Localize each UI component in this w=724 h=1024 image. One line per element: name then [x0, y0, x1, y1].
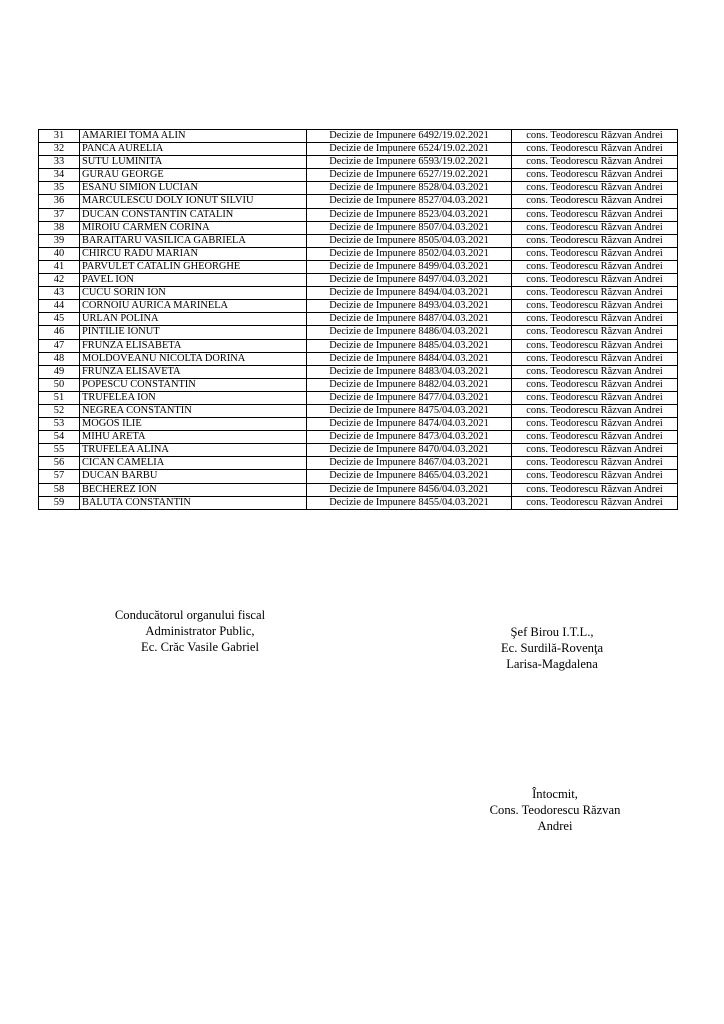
row-number-cell: 54 — [39, 431, 80, 444]
decision-cell: Decizie de Impunere 8475/04.03.2021 — [307, 404, 512, 417]
row-number-cell: 43 — [39, 287, 80, 300]
taxpayer-name-cell: TRUFELEA ALINA — [80, 444, 307, 457]
row-number-cell: 35 — [39, 182, 80, 195]
row-number-cell: 57 — [39, 470, 80, 483]
taxpayer-name-cell: ESANU SIMION LUCIAN — [80, 182, 307, 195]
responsible-cell: cons. Teodorescu Răzvan Andrei — [512, 483, 678, 496]
taxpayer-name-cell: CHIRCU RADU MARIAN — [80, 247, 307, 260]
decision-cell: Decizie de Impunere 8486/04.03.2021 — [307, 326, 512, 339]
table-row — [39, 431, 678, 444]
responsible-cell: cons. Teodorescu Răzvan Andrei — [512, 130, 678, 143]
decision-cell: Decizie de Impunere 8465/04.03.2021 — [307, 470, 512, 483]
taxpayer-name-cell: BECHEREZ ION — [80, 483, 307, 496]
responsible-cell: cons. Teodorescu Răzvan Andrei — [512, 156, 678, 169]
responsible-cell: cons. Teodorescu Răzvan Andrei — [512, 300, 678, 313]
signature-person-continued: Andrei — [537, 819, 573, 833]
decision-cell: Decizie de Impunere 8473/04.03.2021 — [307, 431, 512, 444]
decision-cell: Decizie de Impunere 8484/04.03.2021 — [307, 352, 512, 365]
decision-cell: Decizie de Impunere 6524/19.02.2021 — [307, 143, 512, 156]
taxpayer-name-cell: MIHU ARETA — [80, 431, 307, 444]
table-row — [39, 365, 678, 378]
responsible-cell: cons. Teodorescu Răzvan Andrei — [512, 247, 678, 260]
signature-person: Ec. Surdilă-Rovenţa — [500, 641, 604, 655]
decision-cell: Decizie de Impunere 8502/04.03.2021 — [307, 247, 512, 260]
decision-cell: Decizie de Impunere 8493/04.03.2021 — [307, 300, 512, 313]
signature-title: Întocmit, — [532, 787, 578, 801]
taxpayer-name-cell: FRUNZA ELISABETA — [80, 339, 307, 352]
decision-cell: Decizie de Impunere 8494/04.03.2021 — [307, 287, 512, 300]
table-row — [39, 313, 678, 326]
signature-block-prepared-by — [440, 786, 670, 834]
decision-cell: Decizie de Impunere 8528/04.03.2021 — [307, 182, 512, 195]
responsible-cell: cons. Teodorescu Răzvan Andrei — [512, 496, 678, 509]
responsible-cell: cons. Teodorescu Răzvan Andrei — [512, 378, 678, 391]
responsible-cell: cons. Teodorescu Răzvan Andrei — [512, 195, 678, 208]
row-number-cell: 50 — [39, 378, 80, 391]
row-number-cell: 46 — [39, 326, 80, 339]
responsible-cell: cons. Teodorescu Răzvan Andrei — [512, 326, 678, 339]
records-table-body — [39, 130, 678, 510]
row-number-cell: 56 — [39, 457, 80, 470]
responsible-cell: cons. Teodorescu Răzvan Andrei — [512, 404, 678, 417]
table-row — [39, 444, 678, 457]
taxpayer-name-cell: MIROIU CARMEN CORINA — [80, 221, 307, 234]
taxpayer-name-cell: PINTILIE IONUT — [80, 326, 307, 339]
table-row — [39, 391, 678, 404]
row-number-cell: 36 — [39, 195, 80, 208]
row-number-cell: 31 — [39, 130, 80, 143]
row-number-cell: 44 — [39, 300, 80, 313]
taxpayer-name-cell: PANCA AURELIA — [80, 143, 307, 156]
decision-cell: Decizie de Impunere 8487/04.03.2021 — [307, 313, 512, 326]
responsible-cell: cons. Teodorescu Răzvan Andrei — [512, 365, 678, 378]
row-number-cell: 55 — [39, 444, 80, 457]
responsible-cell: cons. Teodorescu Răzvan Andrei — [512, 352, 678, 365]
taxpayer-name-cell: MOGOS ILIE — [80, 418, 307, 431]
responsible-cell: cons. Teodorescu Răzvan Andrei — [512, 444, 678, 457]
row-number-cell: 38 — [39, 221, 80, 234]
table-row — [39, 182, 678, 195]
row-number-cell: 48 — [39, 352, 80, 365]
decision-cell: Decizie de Impunere 8497/04.03.2021 — [307, 274, 512, 287]
taxpayer-name-cell: URLAN POLINA — [80, 313, 307, 326]
decision-cell: Decizie de Impunere 8507/04.03.2021 — [307, 221, 512, 234]
signature-role: Administrator Public, — [145, 624, 255, 638]
row-number-cell: 33 — [39, 156, 80, 169]
table-row — [39, 457, 678, 470]
row-number-cell: 42 — [39, 274, 80, 287]
responsible-cell: cons. Teodorescu Răzvan Andrei — [512, 391, 678, 404]
table-row — [39, 143, 678, 156]
table-row — [39, 418, 678, 431]
taxpayer-name-cell: BALUTA CONSTANTIN — [80, 496, 307, 509]
table-row — [39, 130, 678, 143]
row-number-cell: 58 — [39, 483, 80, 496]
taxpayer-name-cell: CORNOIU AURICA MARINELA — [80, 300, 307, 313]
signature-title: Şef Birou I.T.L., — [510, 625, 594, 639]
table-row — [39, 326, 678, 339]
taxpayer-name-cell: CICAN CAMELIA — [80, 457, 307, 470]
table-row — [39, 300, 678, 313]
table-row — [39, 221, 678, 234]
taxpayer-name-cell: AMARIEI TOMA ALIN — [80, 130, 307, 143]
taxpayer-name-cell: POPESCU CONSTANTIN — [80, 378, 307, 391]
decision-cell: Decizie de Impunere 8470/04.03.2021 — [307, 444, 512, 457]
row-number-cell: 39 — [39, 234, 80, 247]
taxpayer-name-cell: MOLDOVEANU NICOLTA DORINA — [80, 352, 307, 365]
responsible-cell: cons. Teodorescu Răzvan Andrei — [512, 260, 678, 273]
taxpayer-name-cell: MARCULESCU DOLY IONUT SILVIU — [80, 195, 307, 208]
table-row — [39, 247, 678, 260]
taxpayer-name-cell: FRUNZA ELISAVETA — [80, 365, 307, 378]
row-number-cell: 51 — [39, 391, 80, 404]
decision-cell: Decizie de Impunere 8485/04.03.2021 — [307, 339, 512, 352]
responsible-cell: cons. Teodorescu Răzvan Andrei — [512, 470, 678, 483]
row-number-cell: 45 — [39, 313, 80, 326]
responsible-cell: cons. Teodorescu Răzvan Andrei — [512, 274, 678, 287]
table-row — [39, 483, 678, 496]
row-number-cell: 47 — [39, 339, 80, 352]
table-row — [39, 496, 678, 509]
table-row — [39, 352, 678, 365]
decision-cell: Decizie de Impunere 6593/19.02.2021 — [307, 156, 512, 169]
table-row — [39, 195, 678, 208]
responsible-cell: cons. Teodorescu Răzvan Andrei — [512, 431, 678, 444]
decision-cell: Decizie de Impunere 8482/04.03.2021 — [307, 378, 512, 391]
row-number-cell: 32 — [39, 143, 80, 156]
taxpayer-name-cell: GURAU GEORGE — [80, 169, 307, 182]
taxpayer-name-cell: CUCU SORIN ION — [80, 287, 307, 300]
table-row — [39, 260, 678, 273]
decision-cell: Decizie de Impunere 8523/04.03.2021 — [307, 208, 512, 221]
row-number-cell: 40 — [39, 247, 80, 260]
row-number-cell: 41 — [39, 260, 80, 273]
table-row — [39, 208, 678, 221]
table-row — [39, 156, 678, 169]
decision-cell: Decizie de Impunere 8477/04.03.2021 — [307, 391, 512, 404]
responsible-cell: cons. Teodorescu Răzvan Andrei — [512, 208, 678, 221]
table-row — [39, 378, 678, 391]
table-row — [39, 169, 678, 182]
taxpayer-name-cell: DUCAN BARBU — [80, 470, 307, 483]
decision-cell: Decizie de Impunere 6492/19.02.2021 — [307, 130, 512, 143]
taxpayer-name-cell: PARVULET CATALIN GHEORGHE — [80, 260, 307, 273]
responsible-cell: cons. Teodorescu Răzvan Andrei — [512, 143, 678, 156]
row-number-cell: 59 — [39, 496, 80, 509]
responsible-cell: cons. Teodorescu Răzvan Andrei — [512, 234, 678, 247]
row-number-cell: 49 — [39, 365, 80, 378]
decision-cell: Decizie de Impunere 8456/04.03.2021 — [307, 483, 512, 496]
row-number-cell: 34 — [39, 169, 80, 182]
decision-cell: Decizie de Impunere 8505/04.03.2021 — [307, 234, 512, 247]
table-row — [39, 274, 678, 287]
signature-person-continued: Larisa-Magdalena — [506, 657, 598, 671]
decision-cell: Decizie de Impunere 8467/04.03.2021 — [307, 457, 512, 470]
responsible-cell: cons. Teodorescu Răzvan Andrei — [512, 313, 678, 326]
row-number-cell: 37 — [39, 208, 80, 221]
decision-cell: Decizie de Impunere 8483/04.03.2021 — [307, 365, 512, 378]
taxpayer-name-cell: TRUFELEA ION — [80, 391, 307, 404]
taxpayer-name-cell: NEGREA CONSTANTIN — [80, 404, 307, 417]
decision-cell: Decizie de Impunere 8455/04.03.2021 — [307, 496, 512, 509]
table-row — [39, 470, 678, 483]
responsible-cell: cons. Teodorescu Răzvan Andrei — [512, 182, 678, 195]
signature-title: Conducătorul organului fiscal — [114, 608, 266, 622]
table-row — [39, 404, 678, 417]
signature-block-head-of-fiscal-body — [100, 607, 300, 655]
decision-cell: Decizie de Impunere 8527/04.03.2021 — [307, 195, 512, 208]
decision-cell: Decizie de Impunere 8499/04.03.2021 — [307, 260, 512, 273]
row-number-cell: 52 — [39, 404, 80, 417]
responsible-cell: cons. Teodorescu Răzvan Andrei — [512, 287, 678, 300]
records-table — [38, 129, 678, 510]
responsible-cell: cons. Teodorescu Răzvan Andrei — [512, 418, 678, 431]
taxpayer-name-cell: PAVEL ION — [80, 274, 307, 287]
responsible-cell: cons. Teodorescu Răzvan Andrei — [512, 339, 678, 352]
signature-person: Ec. Crăc Vasile Gabriel — [141, 640, 259, 654]
table-row — [39, 234, 678, 247]
decision-cell: Decizie de Impunere 8474/04.03.2021 — [307, 418, 512, 431]
table-row — [39, 339, 678, 352]
table-row — [39, 287, 678, 300]
responsible-cell: cons. Teodorescu Răzvan Andrei — [512, 457, 678, 470]
responsible-cell: cons. Teodorescu Răzvan Andrei — [512, 169, 678, 182]
signature-block-office-chief — [452, 624, 652, 672]
decision-cell: Decizie de Impunere 6527/19.02.2021 — [307, 169, 512, 182]
responsible-cell: cons. Teodorescu Răzvan Andrei — [512, 221, 678, 234]
taxpayer-name-cell: SUTU LUMINITA — [80, 156, 307, 169]
signature-person: Cons. Teodorescu Răzvan — [489, 803, 621, 817]
taxpayer-name-cell: DUCAN CONSTANTIN CATALIN — [80, 208, 307, 221]
taxpayer-name-cell: BARAITARU VASILICA GABRIELA — [80, 234, 307, 247]
row-number-cell: 53 — [39, 418, 80, 431]
